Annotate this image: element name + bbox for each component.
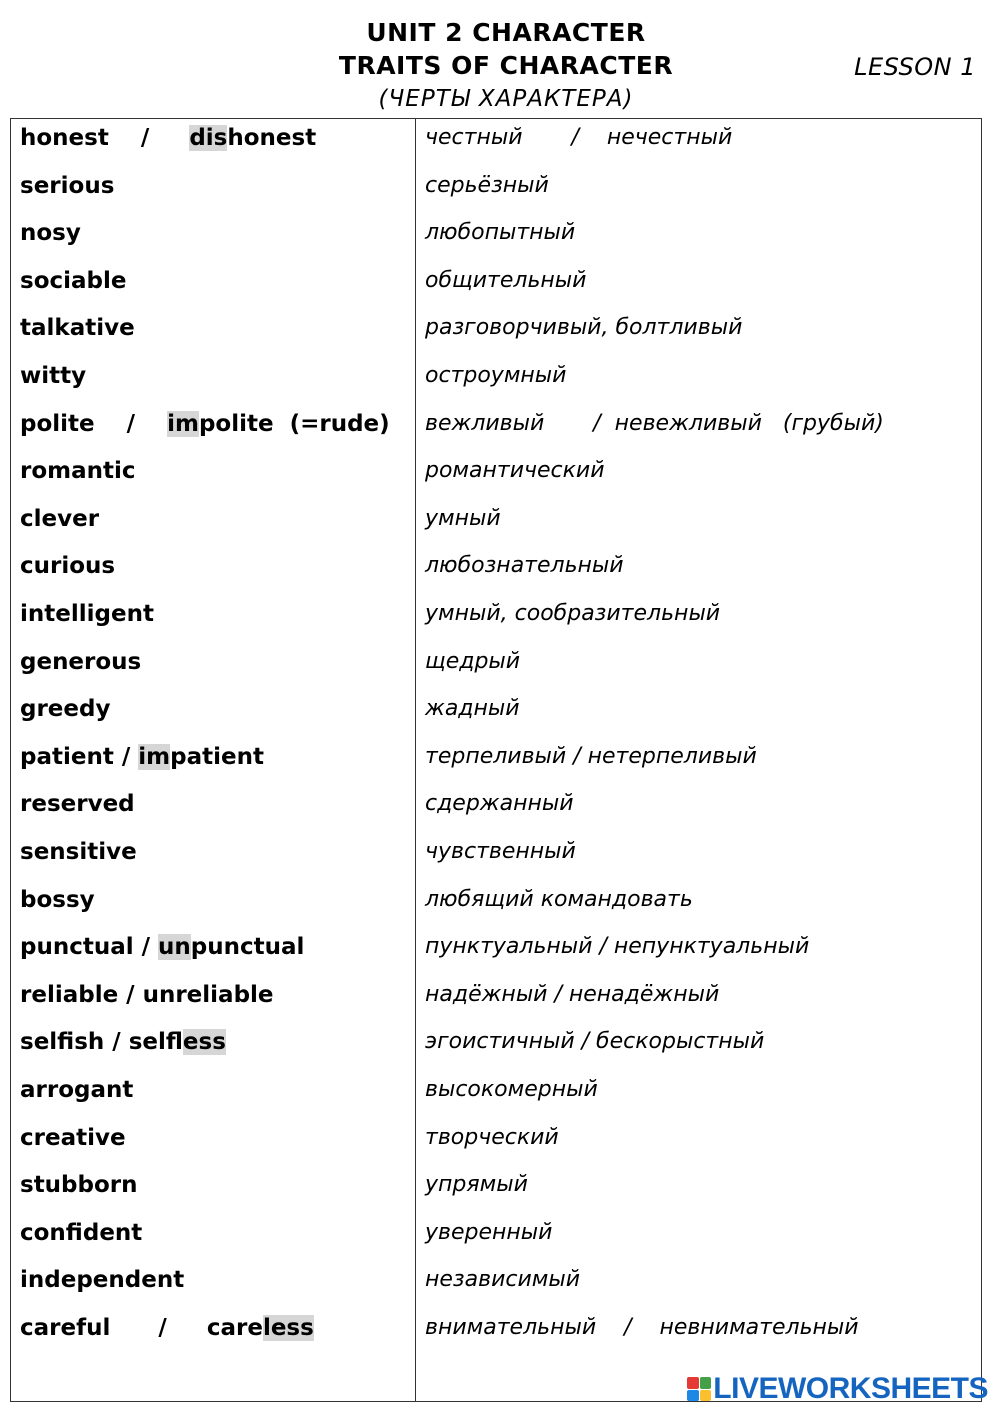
russian-translation: любознательный [425, 553, 624, 579]
liveworksheets-logo-icon [687, 1377, 711, 1401]
russian-translation: эгоистичный / бескорыстный [425, 1029, 765, 1055]
english-word [20, 1165, 138, 1205]
english-word [20, 499, 99, 539]
page-header [0, 0, 1000, 118]
russian-translation: вежливый / невежливый (грубый) [425, 410, 884, 436]
english-word [20, 880, 95, 920]
highlighted-affix: im [138, 743, 171, 770]
russian-translation: остроумный [425, 363, 567, 388]
english-word [20, 213, 81, 253]
lesson-label: LESSON 1 [854, 53, 976, 81]
english-word [20, 356, 86, 396]
table-row [11, 308, 981, 348]
table-row [11, 975, 981, 1015]
russian-translation: внимательный / невнимательный [425, 1315, 859, 1340]
word-part: patient / [20, 743, 139, 770]
russian-translation: пунктуальный / непунктуальный [425, 934, 810, 960]
russian-translation: независимый [425, 1267, 581, 1293]
topic-title: TRAITS OF CHARACTER [338, 51, 674, 80]
table-row [11, 1260, 981, 1300]
word-part: arrogant [20, 1077, 134, 1103]
word-part: selfish / self [20, 1029, 183, 1056]
word-part: witty [20, 363, 87, 389]
word-part: careful / care [20, 1315, 263, 1341]
table-row [11, 737, 981, 777]
logo-square-2 [700, 1377, 712, 1389]
table-row [11, 1022, 981, 1062]
russian-translation: упрямый [425, 1172, 528, 1198]
table-row [11, 642, 981, 682]
russian-translation: умный [425, 505, 501, 531]
word-part: serious [20, 172, 115, 199]
table-row [11, 1165, 981, 1205]
english-word [20, 166, 114, 206]
logo-square-1 [687, 1377, 699, 1389]
table-row [11, 404, 981, 444]
word-part: polite / [20, 410, 168, 437]
word-part: romantic [20, 458, 136, 485]
word-part: stubborn [20, 1172, 138, 1199]
word-part: talkative [20, 315, 135, 342]
liveworksheets-logo-text: LIVEWORKSHEETS [713, 1372, 988, 1405]
table-row [11, 784, 981, 824]
english-word [20, 261, 126, 301]
english-word [20, 975, 274, 1015]
table-row [11, 1213, 981, 1253]
word-part: polite (=rude) [198, 410, 390, 437]
russian-subtitle: (ЧЕРТЫ ХАРАКТЕРА) [378, 86, 634, 112]
russian-translation: любящий командовать [425, 886, 693, 912]
russian-translation: творческий [425, 1124, 559, 1150]
table-row [11, 594, 981, 634]
word-part: honest [227, 125, 317, 151]
english-word [20, 689, 110, 729]
table-row [11, 166, 981, 206]
english-word [20, 1118, 126, 1158]
table-row [11, 1070, 981, 1110]
russian-translation: терпеливый / нетерпеливый [425, 743, 757, 769]
word-part: sociable [20, 267, 127, 294]
english-word [20, 594, 154, 634]
table-row [11, 356, 981, 396]
russian-translation: чувственный [425, 839, 576, 864]
english-word [20, 404, 390, 444]
logo-square-4 [700, 1390, 712, 1402]
word-part: reliable / unreliable [20, 981, 274, 1008]
table-row [11, 1308, 981, 1348]
word-part: confident [20, 1219, 143, 1246]
russian-translation: высокомерный [425, 1077, 598, 1102]
word-part: honest / [20, 125, 190, 151]
word-part: reserved [20, 791, 135, 818]
vocabulary-table [10, 118, 982, 1402]
logo-square-3 [687, 1390, 699, 1402]
word-part: independent [20, 1267, 185, 1294]
russian-translation: общительный [425, 267, 587, 293]
word-part: generous [20, 648, 142, 675]
table-row [11, 689, 981, 729]
word-part: clever [20, 505, 100, 532]
unit-title: UNIT 2 CHARACTER [366, 18, 646, 47]
english-word [20, 784, 135, 824]
english-word [20, 1022, 226, 1062]
russian-translation: любопытный [425, 220, 576, 246]
word-part: bossy [20, 886, 95, 913]
russian-translation: уверенный [425, 1219, 553, 1245]
english-word [20, 927, 304, 967]
word-part: curious [20, 553, 116, 580]
highlighted-affix: im [167, 410, 199, 437]
english-word [20, 832, 137, 872]
english-word [20, 118, 316, 158]
english-word [20, 1070, 133, 1110]
table-row [11, 118, 981, 158]
russian-translation: разговорчивый, болтливый [425, 315, 743, 341]
russian-translation: умный, сообразительный [425, 601, 721, 626]
table-row [11, 927, 981, 967]
russian-translation: серьёзный [425, 172, 549, 198]
table-row [11, 213, 981, 253]
liveworksheets-logo[interactable] [687, 1372, 988, 1406]
word-part: greedy [20, 696, 111, 723]
word-part: sensitive [20, 839, 137, 865]
english-word [20, 546, 115, 586]
russian-translation: честный / нечестный [425, 125, 733, 150]
highlighted-affix: dis [189, 125, 228, 151]
highlighted-affix: less [182, 1029, 226, 1056]
english-word [20, 1213, 142, 1253]
russian-translation: жадный [425, 696, 520, 722]
table-row [11, 832, 981, 872]
english-word [20, 451, 136, 491]
russian-translation: надёжный / ненадёжный [425, 981, 720, 1007]
table-row [11, 546, 981, 586]
english-word [20, 308, 135, 348]
word-part: patient [170, 743, 264, 770]
highlighted-affix: un [158, 934, 191, 961]
english-word [20, 642, 141, 682]
russian-translation: романтический [425, 458, 605, 484]
word-part: intelligent [20, 601, 154, 627]
word-part: nosy [20, 220, 81, 247]
english-word [20, 1308, 314, 1348]
russian-translation: сдержанный [425, 791, 574, 817]
english-word [20, 737, 264, 777]
word-part: creative [20, 1124, 126, 1151]
english-word [20, 1260, 184, 1300]
table-row [11, 1118, 981, 1158]
table-row [11, 880, 981, 920]
table-row [11, 499, 981, 539]
word-part: punctual / [20, 934, 159, 961]
table-row [11, 451, 981, 491]
highlighted-affix: less [262, 1315, 314, 1341]
table-row [11, 261, 981, 301]
russian-translation: щедрый [425, 648, 521, 674]
word-part: punctual [190, 934, 305, 961]
